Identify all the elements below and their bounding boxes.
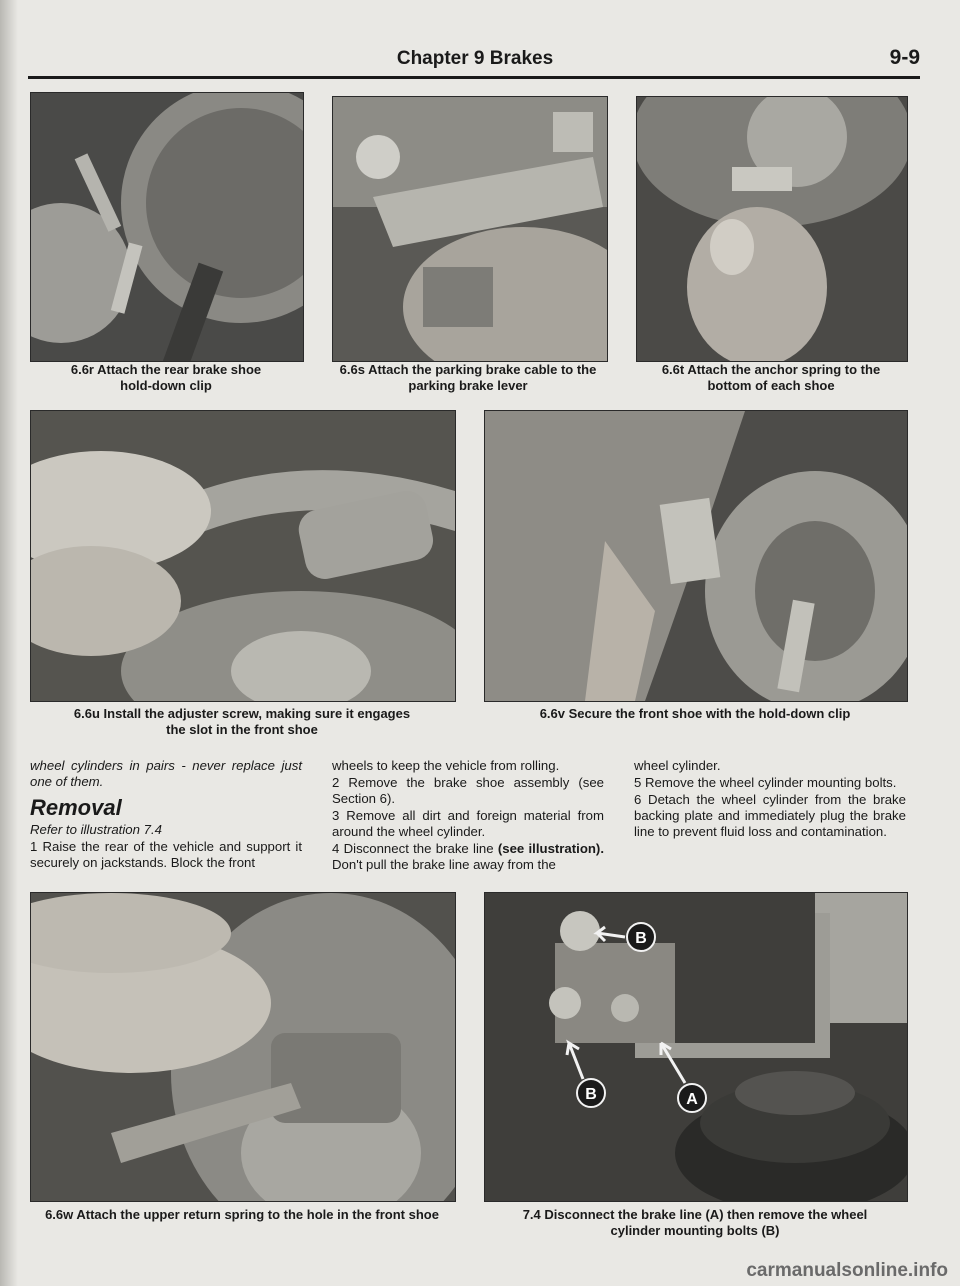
page-header [30, 44, 920, 76]
header-rule [28, 76, 920, 79]
step-4-text-a: 4 Disconnect the brake line [332, 841, 498, 856]
caption-6-6t-line2: bottom of each shoe [707, 378, 835, 393]
caption-6-6v-line1: 6.6v Secure the front shoe with the hold-down clip [539, 706, 851, 721]
photo-6-6s [332, 96, 608, 362]
photo-6-6u [30, 410, 456, 702]
caption-6-6t-line1: 6.6t Attach the anchor spring to the [661, 362, 881, 377]
caption-6-6u-line1: 6.6u Install the adjuster screw, making sure it engages [73, 706, 411, 721]
step-3: 3 Remove all dirt and foreign material from around the wheel cylinder. [332, 808, 604, 839]
step-5: 5 Remove the wheel cylinder mounting bolts. [634, 775, 897, 790]
step-6: 6 Detach the wheel cylinder from the brake backing plate and immediately plug the brake line to prevent fluid loss and contamination. [634, 792, 906, 839]
caption-7-4-line1: 7.4 Disconnect the brake line (A) then remove the wheel [522, 1207, 868, 1222]
caption-6-6w-line1: 6.6w Attach the upper return spring to the hole in the front shoe [45, 1207, 439, 1222]
photo-7-4 [484, 892, 908, 1202]
label-b-bottom: B [585, 1086, 597, 1103]
caption-6-6r [30, 362, 302, 394]
photo-6-6r [30, 92, 304, 362]
step-1: 1 Raise the rear of the vehicle and support it securely on jackstands. Block the front [30, 839, 302, 870]
intro-text: wheel cylinders in pairs - never replace just one of them. [30, 758, 302, 789]
chapter-title: Chapter 9 Brakes [396, 48, 554, 69]
text-column-1 [30, 758, 302, 872]
page-number: 9-9 [889, 46, 920, 69]
step-1-continued: wheels to keep the vehicle from rolling. [332, 758, 560, 773]
label-b-top: B [635, 930, 647, 947]
caption-6-6u [30, 706, 454, 738]
binding-shadow [0, 0, 18, 1286]
watermark: carmanualsonline.info [746, 1260, 948, 1281]
caption-7-4 [474, 1207, 916, 1239]
caption-6-6s-line1: 6.6s Attach the parking brake cable to the [339, 362, 597, 377]
removal-reference: Refer to illustration 7.4 [30, 822, 162, 837]
caption-6-6r-line2: hold-down clip [120, 378, 212, 393]
step-4-text-b: Don't pull the brake line away from the [332, 857, 556, 872]
removal-heading: Removal [30, 795, 122, 820]
caption-7-4-line2: cylinder mounting bolts (B) [610, 1223, 780, 1238]
caption-6-6v [484, 706, 906, 722]
step-2: 2 Remove the brake shoe assembly (see Section 6). [332, 775, 604, 806]
caption-6-6w [20, 1207, 464, 1223]
caption-6-6t [616, 362, 926, 394]
caption-6-6s-line2: parking brake lever [408, 378, 528, 393]
step-4-continued: wheel cylinder. [634, 758, 721, 773]
text-column-2 [332, 758, 604, 874]
step-4-illustration-ref: (see illustration). [497, 841, 604, 856]
step-4 [332, 841, 604, 873]
caption-6-6s [300, 362, 636, 394]
caption-6-6r-line1: 6.6r Attach the rear brake shoe [70, 362, 262, 377]
caption-6-6u-line2: the slot in the front shoe [166, 722, 318, 737]
photo-6-6t [636, 96, 908, 362]
label-a: A [686, 1091, 698, 1108]
text-column-3 [634, 758, 906, 841]
photo-6-6v [484, 410, 908, 702]
photo-6-6w [30, 892, 456, 1202]
